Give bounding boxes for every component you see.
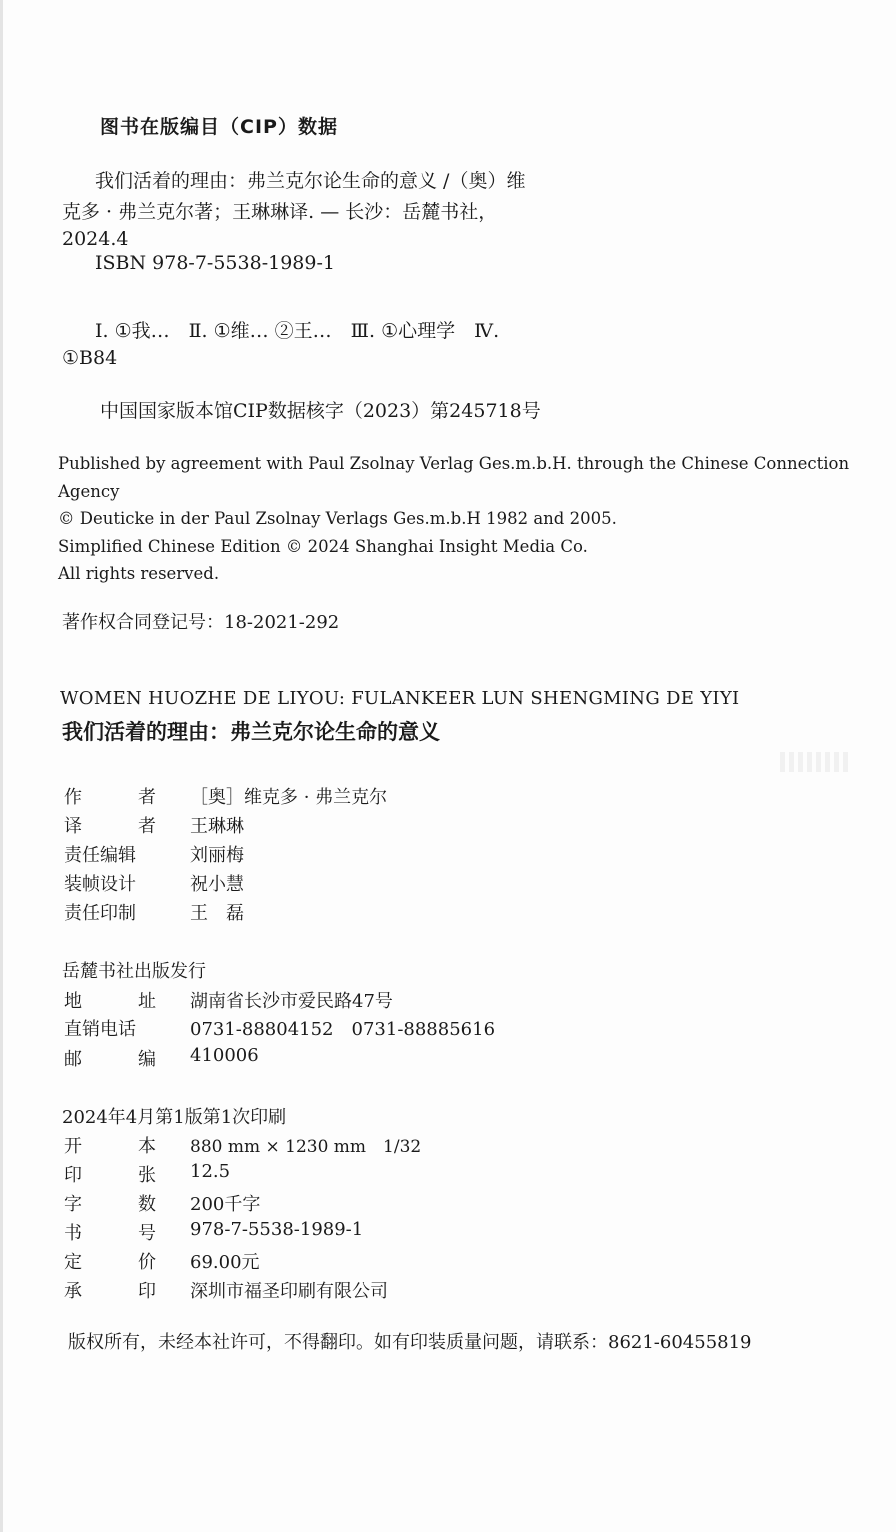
printing-row [64, 1132, 764, 1160]
printing-row [64, 1248, 764, 1276]
printing-value: 200千字 [190, 1194, 261, 1215]
publisher-label: 邮 编 [64, 1049, 156, 1070]
printing-row [64, 1277, 764, 1305]
cip-classification-1: Ⅰ. ①我… Ⅱ. ①维… ②王… Ⅲ. ①心理学 Ⅳ. [95, 320, 500, 342]
credit-value: 王 磊 [190, 903, 244, 924]
notice-line-4: Simplified Chinese Edition © 2024 Shanghai Insight Media Co. [58, 536, 588, 556]
publisher-value: 湖南省长沙市爱民路47号 [190, 991, 393, 1012]
printing-label: 印 张 [64, 1165, 156, 1186]
printing-row [64, 1161, 764, 1189]
publisher-row [64, 1015, 764, 1043]
cip-line-2: 克多 · 弗兰克尔著；王琳琳译. — 长沙：岳麓书社， [62, 201, 498, 223]
cip-isbn: ISBN 978-7-5538-1989-1 [95, 252, 335, 274]
credit-label: 装帧设计 [64, 874, 136, 895]
cip-line-3: 2024.4 [62, 228, 129, 250]
cip-verification: 中国国家版本馆CIP数据核字（2023）第245718号 [100, 400, 541, 422]
credit-row [64, 841, 764, 869]
credit-row [64, 870, 764, 898]
printing-label: 定 价 [64, 1252, 156, 1273]
cip-title: 图书在版编目（CIP）数据 [100, 116, 338, 138]
page-edge [0, 0, 3, 1532]
notice-line-1: Published by agreement with Paul Zsolnay Verlag Ges.m.b.H. through the Chinese Connection [58, 454, 850, 473]
credit-value: ［奥］维克多 · 弗兰克尔 [190, 787, 388, 808]
publisher-label: 地 址 [64, 991, 156, 1012]
printing-label: 承 印 [64, 1281, 156, 1302]
printing-value: 深圳市福圣印刷有限公司 [190, 1281, 388, 1302]
printing-value: 978-7-5538-1989-1 [190, 1219, 364, 1240]
publisher-row [64, 1045, 764, 1073]
credit-value: 刘丽梅 [190, 845, 244, 866]
credit-value: 王琳琳 [190, 816, 244, 837]
pinyin-title: WOMEN HUOZHE DE LIYOU: FULANKEER LUN SHENGMING DE YIYI [60, 688, 740, 709]
credit-value: 祝小慧 [190, 874, 244, 895]
credit-label: 责任编辑 [64, 845, 136, 866]
english-rights-notice [58, 450, 849, 588]
printing-value: 880 mm × 1230 mm 1/32 [190, 1137, 422, 1157]
cip-classification-2: ①B84 [62, 347, 118, 369]
credit-label: 责任印制 [64, 903, 136, 924]
printing-label: 书 号 [64, 1223, 156, 1244]
publisher-row [64, 987, 764, 1015]
printing-value: 69.00元 [190, 1252, 260, 1273]
copyright-footer: 版权所有，未经本社许可，不得翻印。如有印装质量问题，请联系：8621-60455819 [68, 1332, 752, 1353]
notice-line-5: All rights reserved. [58, 564, 220, 583]
publisher-heading: 岳麓书社出版发行 [62, 961, 206, 982]
credit-label: 作 者 [64, 787, 156, 808]
printing-label: 开 本 [64, 1136, 156, 1157]
publisher-label: 直销电话 [64, 1019, 136, 1040]
credit-label: 译 者 [64, 816, 156, 837]
chinese-title: 我们活着的理由：弗兰克尔论生命的意义 [62, 720, 440, 744]
credit-row [64, 899, 764, 927]
publisher-value: 0731-88804152 0731-88885616 [190, 1019, 496, 1040]
printing-label: 字 数 [64, 1194, 156, 1215]
printing-row [64, 1190, 764, 1218]
copyright-registration: 著作权合同登记号：18-2021-292 [62, 612, 340, 633]
cip-line-1: 我们活着的理由：弗兰克尔论生命的意义 /（奥）维 [95, 170, 526, 192]
publisher-value: 410006 [190, 1045, 259, 1066]
printing-row [64, 1219, 764, 1247]
printing-value: 12.5 [190, 1161, 231, 1182]
credit-row [64, 812, 764, 840]
printing-heading: 2024年4月第1版第1次印刷 [62, 1107, 287, 1128]
bleed-through-mark [780, 752, 850, 772]
notice-line-3: © Deuticke in der Paul Zsolnay Verlags Ges.m.b.H 1982 and 2005. [58, 509, 617, 528]
notice-line-2: Agency [58, 481, 120, 501]
credit-row [64, 783, 764, 811]
